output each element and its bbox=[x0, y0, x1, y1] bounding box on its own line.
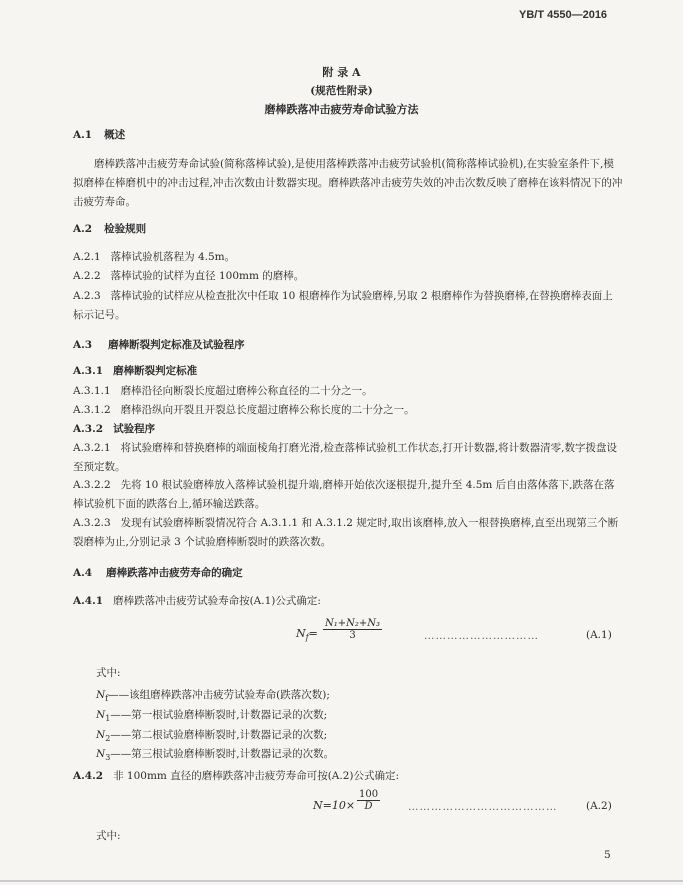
variable-symbol: N bbox=[96, 729, 106, 741]
clause-text: 磨棒沿径向断裂长度超过磨棒公称直径的二十分之一。 bbox=[120, 385, 373, 397]
clause-a23 bbox=[73, 287, 623, 325]
section-a3-heading bbox=[73, 337, 245, 352]
clause-a323 bbox=[73, 514, 623, 552]
clause-text: 落棒试验的试样应从检查批次中任取 10 根磨棒作为试验磨棒,另取 2 根磨棒作为替换磨棒,在替换磨棒表面上标示记号。 bbox=[73, 290, 613, 321]
section-title: 试验程序 bbox=[113, 423, 156, 435]
formula-numerator: N₁+N₂+N₃ bbox=[325, 618, 381, 629]
formula-equals: = bbox=[308, 627, 318, 640]
clause-number: A.2.1 bbox=[73, 251, 101, 263]
variable-item bbox=[96, 727, 327, 743]
section-number: A.1 bbox=[73, 129, 93, 141]
clause-text: 发现有试验磨棒断裂情况符合 A.3.1.1 和 A.3.1.2 规定时,取出该磨棒,放入一根替换磨棒,直至出现第三个断裂磨棒为止,分别记录 3 个试验磨棒断裂时的跌落次数。 bbox=[73, 517, 619, 548]
appendix-subtitle: (规范性附录) bbox=[310, 85, 373, 97]
where-label-1: 式中: bbox=[96, 667, 121, 679]
variable-description: 第二根试验磨棒断裂时,计数器记录的次数; bbox=[131, 729, 328, 741]
clause-number: A.3.1.1 bbox=[73, 385, 111, 397]
formula-a2-label: (A.2) bbox=[586, 800, 612, 812]
variable-item bbox=[96, 687, 330, 703]
formula-a1-leader: ………………………… bbox=[424, 630, 539, 642]
clause-text: 先将 10 根试验磨棒放入落棒试验机提升端,磨棒开始依次逐根提升,提升至 4.5m 后自由落体落下,跌落在落棒试验机下面的跌落台上,循环输送跌落。 bbox=[73, 479, 615, 510]
variable-dash: —— bbox=[110, 709, 132, 721]
section-a4-heading bbox=[73, 565, 243, 580]
appendix-heading: 磨棒跌落冲击疲劳寿命试验方法 bbox=[264, 103, 419, 116]
clause-text: 落棒试验的试样为直径 100mm 的磨棒。 bbox=[110, 270, 305, 282]
clause-number: A.2.2 bbox=[73, 270, 101, 282]
clause-a311 bbox=[73, 383, 373, 398]
section-a1-body: 磨棒跌落冲击疲劳寿命试验(简称落棒试验),是使用落棒跌落冲击疲劳试验机(简称落棒试验机),在实验室条件下,模拟磨棒在棒磨机中的冲击过程,冲击次数由计数器实现。磨棒跌落冲击疲劳失效的冲击次数反映了磨棒在该料情况下的冲击疲劳寿命。 bbox=[73, 158, 623, 208]
subsection-a31-heading bbox=[73, 363, 197, 378]
formula-a1-label: (A.1) bbox=[586, 629, 612, 641]
page-bottom-edge bbox=[0, 880, 683, 882]
variable-subscript: f bbox=[105, 694, 109, 704]
formula-numerator: 100 bbox=[359, 789, 379, 800]
section-title: 概述 bbox=[104, 129, 126, 141]
clause-text: 将试验磨棒和替换磨棒的端面棱角打磨光滑,检查落棒试验机工作状态,打开计数器,将计数器清零,数字拨盘设至预定数。 bbox=[73, 442, 617, 473]
variable-subscript: 2 bbox=[105, 734, 111, 744]
variable-dash: —— bbox=[110, 729, 132, 741]
variable-subscript: 3 bbox=[105, 753, 111, 763]
clause-number: A.4.2 bbox=[73, 770, 104, 782]
formula-a2-lhs: N=10× bbox=[313, 799, 356, 812]
clause-number: A.3.1.2 bbox=[73, 404, 111, 416]
section-number: A.3 bbox=[73, 339, 93, 351]
clause-a312 bbox=[73, 402, 415, 417]
formula-denominator: 3 bbox=[349, 630, 356, 641]
clause-a21 bbox=[73, 249, 235, 264]
section-title: 检验规则 bbox=[104, 223, 147, 235]
standard-number: YB/T 4550—2016 bbox=[519, 9, 608, 21]
clause-a41 bbox=[73, 593, 321, 608]
section-a2-heading bbox=[73, 221, 146, 236]
appendix-title: 附 录 A bbox=[322, 66, 361, 79]
clause-number: A.3.2.2 bbox=[73, 479, 111, 491]
variable-description: 该组磨棒跌落冲击疲劳试验寿命(跌落次数); bbox=[129, 689, 330, 701]
formula-a1-lhs bbox=[296, 627, 318, 642]
clause-a22 bbox=[73, 268, 304, 283]
section-title: 磨棒跌落冲击疲劳寿命的确定 bbox=[106, 567, 243, 579]
formula-subscript: f bbox=[305, 633, 309, 643]
formula-symbol: N bbox=[296, 627, 306, 640]
clause-text: 磨棒跌落冲击疲劳试验寿命按(A.1)公式确定: bbox=[113, 595, 321, 607]
subsection-a32-heading bbox=[73, 421, 155, 436]
variable-dash: —— bbox=[108, 689, 130, 701]
variable-symbol: N bbox=[96, 689, 106, 701]
section-number: A.2 bbox=[73, 223, 93, 235]
formula-a2-fraction bbox=[357, 789, 380, 812]
clause-a322 bbox=[73, 476, 623, 514]
variable-item bbox=[96, 746, 334, 762]
clause-text: 落棒试验机落程为 4.5m。 bbox=[110, 251, 236, 263]
section-number: A.3.2 bbox=[73, 423, 104, 435]
section-a1-heading bbox=[73, 127, 125, 142]
variable-symbol: N bbox=[96, 748, 106, 760]
clause-a321 bbox=[73, 439, 623, 477]
variable-item bbox=[96, 707, 327, 723]
clause-text: 非 100mm 直径的磨棒跌落冲击疲劳寿命可按(A.2)公式确定: bbox=[113, 770, 400, 782]
clause-text: 磨棒沿纵向开裂且开裂总长度超过磨棒公称长度的二十分之一。 bbox=[120, 404, 415, 416]
formula-a1-fraction bbox=[323, 618, 382, 641]
where-label-2: 式中: bbox=[96, 830, 121, 842]
variable-dash: —— bbox=[110, 748, 132, 760]
clause-number: A.2.3 bbox=[73, 290, 101, 302]
section-title: 磨棒断裂判定标准及试验程序 bbox=[108, 339, 245, 351]
section-number: A.3.1 bbox=[73, 365, 104, 377]
section-title: 磨棒断裂判定标准 bbox=[113, 365, 198, 377]
page-number: 5 bbox=[604, 849, 611, 861]
variable-description: 第一根试验磨棒断裂时,计数器记录的次数; bbox=[131, 709, 328, 721]
formula-a2-leader: ………………………………… bbox=[408, 801, 558, 813]
clause-number: A.3.2.1 bbox=[73, 442, 111, 454]
clause-a42 bbox=[73, 768, 399, 783]
variable-description: 第三根试验磨棒断裂时,计数器记录的次数。 bbox=[131, 748, 335, 760]
formula-denominator: D bbox=[364, 801, 373, 812]
clause-number: A.3.2.3 bbox=[73, 517, 111, 529]
variable-subscript: 1 bbox=[105, 714, 111, 724]
section-number: A.4 bbox=[73, 567, 93, 579]
variable-symbol: N bbox=[96, 709, 106, 721]
clause-number: A.4.1 bbox=[73, 595, 104, 607]
